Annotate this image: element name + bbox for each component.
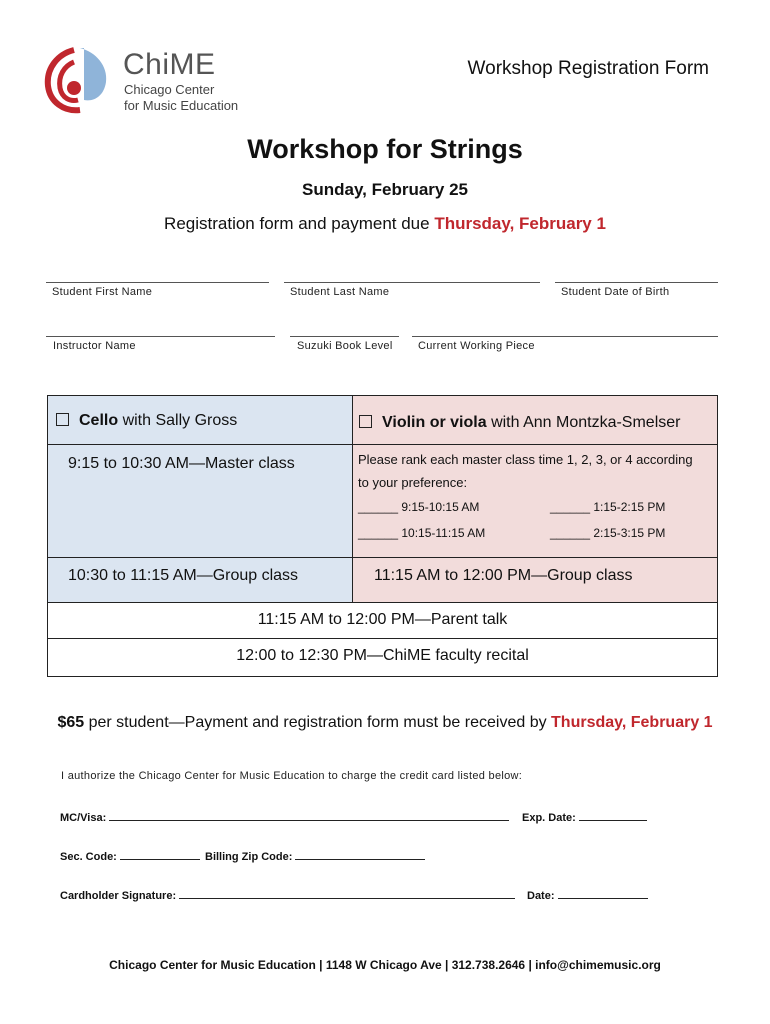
billing-zip-field[interactable]: [295, 849, 425, 860]
billing-zip-label: Billing Zip Code:: [205, 851, 293, 863]
instructor-name-label: Instructor Name: [53, 340, 136, 352]
due-date: Thursday, February 1: [434, 214, 606, 233]
due-prefix: Registration form and payment due: [164, 214, 435, 233]
student-dob-line[interactable]: [555, 282, 718, 283]
exp-date-label: Exp. Date:: [522, 812, 576, 824]
student-first-name-line[interactable]: [46, 282, 269, 283]
cello-header[interactable]: [48, 396, 353, 445]
student-last-name-line[interactable]: [284, 282, 540, 283]
exp-date-row: [522, 810, 647, 824]
payment-line: [0, 714, 770, 732]
due-line: [0, 214, 770, 234]
violin-checkbox[interactable]: [359, 415, 372, 428]
slot-9-15[interactable]: ______ 9:15-10:15 AM: [358, 500, 480, 514]
student-dob-label: Student Date of Birth: [561, 286, 670, 298]
billing-zip-row: [205, 849, 425, 863]
footer: Chicago Center for Music Education | 1148 W Chicago Ave | 312.738.2646 | info@chimemusic.org: [109, 958, 661, 972]
sig-date-field[interactable]: [558, 888, 648, 899]
parent-talk-row: 11:15 AM to 12:00 PM—Parent talk: [48, 603, 717, 639]
logo-sub-line-2: for Music Education: [124, 98, 239, 113]
current-piece-label: Current Working Piece: [418, 340, 535, 352]
signature-row: [60, 888, 515, 902]
recital-row: 12:00 to 12:30 PM—ChiME faculty recital: [236, 647, 529, 664]
event-date: Sunday, February 25: [302, 180, 468, 199]
rank-instructions-2: to your preference:: [358, 475, 468, 490]
chime-logo: [44, 44, 244, 116]
cello-teacher: with Sally Gross: [118, 412, 238, 429]
chime-logo-icon: [44, 44, 110, 116]
slot-1-15[interactable]: ______ 1:15-2:15 PM: [550, 500, 666, 514]
suzuki-level-label: Suzuki Book Level: [297, 340, 393, 352]
page-title: Workshop for Strings: [247, 134, 523, 164]
schedule-table: [47, 395, 718, 677]
student-last-name-label: Student Last Name: [290, 286, 390, 298]
logo-sub-line-1: Chicago Center: [124, 82, 215, 97]
payment-text: per student—Payment and registration form must be received by: [84, 714, 552, 731]
cello-checkbox[interactable]: [56, 413, 69, 426]
payment-due-date: Thursday, February 1: [551, 714, 713, 731]
instructor-name-line[interactable]: [46, 336, 275, 337]
signature-label: Cardholder Signature:: [60, 890, 177, 902]
current-piece-line[interactable]: [412, 336, 718, 337]
sec-code-label: Sec. Code:: [60, 851, 117, 863]
sig-date-row: [527, 888, 648, 902]
sec-code-row: [60, 849, 200, 863]
mc-visa-label: MC/Visa:: [60, 812, 107, 824]
sig-date-label: Date:: [527, 890, 555, 902]
violin-header[interactable]: [353, 396, 717, 445]
signature-field[interactable]: [179, 888, 515, 899]
authorize-text: I authorize the Chicago Center for Music Education to charge the credit card listed below:: [61, 770, 523, 782]
sec-code-field[interactable]: [120, 849, 200, 860]
suzuki-level-line[interactable]: [290, 336, 399, 337]
rank-instructions-1: Please rank each master class time 1, 2, 3, or 4 according: [358, 452, 693, 467]
student-first-name-label: Student First Name: [52, 286, 153, 298]
mc-visa-row: [60, 810, 509, 824]
mc-visa-field[interactable]: [109, 810, 509, 821]
cello-instrument: Cello: [79, 412, 119, 429]
exp-date-field[interactable]: [579, 810, 647, 821]
violin-group-class: 11:15 AM to 12:00 PM—Group class: [353, 558, 717, 603]
violin-teacher: with Ann Montzka-Smelser: [486, 414, 681, 431]
price: $65: [57, 714, 85, 731]
slot-10-15[interactable]: ______ 10:15-11:15 AM: [358, 526, 486, 540]
violin-master-class: [353, 445, 717, 558]
logo-name: ChiME: [123, 48, 216, 81]
slot-2-15[interactable]: ______ 2:15-3:15 PM: [550, 526, 666, 540]
violin-instrument: Violin or viola: [382, 414, 487, 431]
cello-master-class: 9:15 to 10:30 AM—Master class: [48, 445, 353, 558]
form-type: Workshop Registration Form: [467, 58, 709, 79]
cello-group-class: 10:30 to 11:15 AM—Group class: [48, 558, 353, 603]
